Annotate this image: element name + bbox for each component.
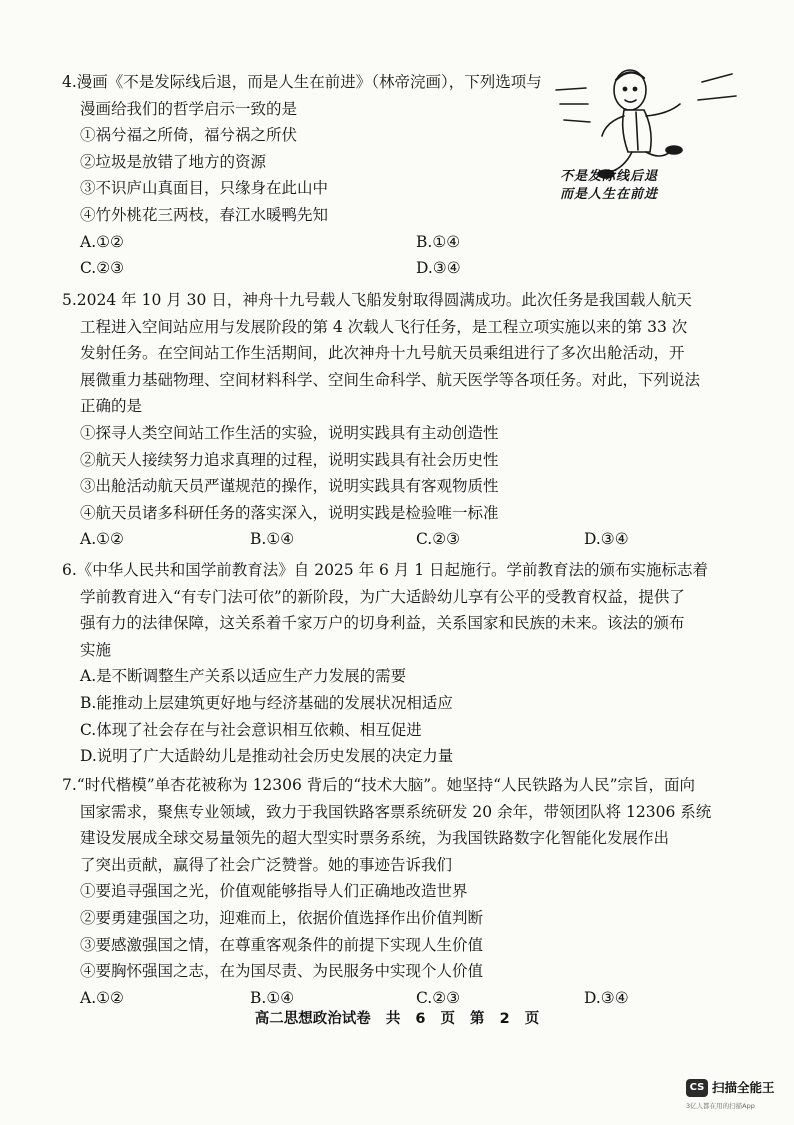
q5-stem-line: 5.2024 年 10 月 30 日，神舟十九号载人飞船发射取得圆满成功。此次任务是我国载人航天 xyxy=(62,291,692,309)
q5-stem-line: 发射任务。在空间站工作生活期间，此次神舟十九号航天员乘组进行了多次出舱活动，开 xyxy=(80,344,685,363)
q4-option-d: D.③④ xyxy=(416,259,461,278)
q5-statement-1: ①探寻人类空间站工作生活的实验，说明实践具有主动创造性 xyxy=(80,423,499,442)
q7-statement-1: ①要追寻强国之光，价值观能够指导人们正确地改造世界 xyxy=(80,882,468,901)
q4-options-row-1 xyxy=(62,229,734,256)
question-5 xyxy=(62,287,734,553)
q6-option-b: B.能推动上层建筑更好地与经济基础的发展状况相适应 xyxy=(80,693,453,712)
q7-stem-line: 国家需求，聚焦专业领域，致力于我国铁路客票系统研发 20 余年，带领团队将 12306 系统 xyxy=(80,802,712,821)
q6-option-a: A.是不断调整生产关系以适应生产力发展的需要 xyxy=(80,667,407,686)
q7-stem-line: 建设发展成全球交易量领先的超大型实时票务系统，为我国铁路数字化智能化发展作出 xyxy=(80,829,670,848)
q4-statement-2: ②垃圾是放错了地方的资源 xyxy=(80,152,267,171)
q4-stem-line: 4.漫画《不是发际线后退，而是人生在前进》（林帝浣画），下列选项与 xyxy=(62,73,542,91)
q5-option-c: C.②③ xyxy=(416,530,461,549)
q7-option-d: D.③④ xyxy=(584,988,629,1007)
q5-option-d: D.③④ xyxy=(584,530,629,549)
q7-stem-line: 了突出贡献，赢得了社会广泛赞誉。她的事迹告诉我们 xyxy=(80,855,453,874)
q6-option-c: C.体现了社会存在与社会意识相互依赖、相互促进 xyxy=(80,720,422,739)
q5-options-row xyxy=(62,526,734,553)
q7-option-a: A.①② xyxy=(80,988,124,1007)
camscanner-logo-icon: CS xyxy=(686,1079,708,1097)
q5-stem-line: 工程进入空间站应用与发展阶段的第 4 次载人飞行任务，是工程立项实施以来的第 33 次 xyxy=(80,317,688,336)
q7-option-c: C.②③ xyxy=(416,988,461,1007)
cartoon-caption xyxy=(560,168,740,204)
q4-option-c: C.②③ xyxy=(80,259,125,278)
q4-options-row-2 xyxy=(62,255,734,282)
cartoon-caption-line: 而是人生在前进 xyxy=(560,187,659,202)
q5-stem-line: 展微重力基础物理、空间材料科学、空间生命科学、航天医学等各项任务。对此，下列说法 xyxy=(80,370,701,389)
q7-statement-3: ③要感激强国之情，在尊重客观条件的前提下实现人生价值 xyxy=(80,935,484,954)
q7-statement-4: ④要胸怀强国之志，在为国尽责、为民服务中实现个人价值 xyxy=(80,962,484,981)
q5-stem-line: 正确的是 xyxy=(80,397,143,416)
q4-statement-4: ④竹外桃花三两枝，春江水暖鸭先知 xyxy=(80,205,329,224)
q4-statement-1: ①祸兮福之所倚，福兮祸之所伏 xyxy=(80,126,298,145)
q5-option-a: A.①② xyxy=(80,530,124,549)
q4-statement-3: ③不识庐山真面目，只缘身在此山中 xyxy=(80,179,329,198)
q4-option-b: B.①④ xyxy=(416,232,461,251)
q4-stem-line: 漫画给我们的哲学启示一致的是 xyxy=(80,99,298,118)
q6-option-d: D.说明了广大适龄幼儿是推动社会历史发展的决定力量 xyxy=(80,747,454,766)
question-7 xyxy=(62,772,734,1011)
page-footer: 高二思想政治试卷 共 6 页 第 2 页 xyxy=(254,1011,540,1027)
q5-option-b: B.①④ xyxy=(250,530,295,549)
question-6 xyxy=(62,557,734,770)
q5-statement-3: ③出舱活动航天员严谨规范的操作，说明实践具有客观物质性 xyxy=(80,477,499,496)
cartoon-caption-line: 不是发际线后退 xyxy=(560,169,659,184)
q7-option-b: B.①④ xyxy=(250,988,295,1007)
q6-stem-line: 6.《中华人民共和国学前教育法》自 2025 年 6 月 1 日起施行。学前教育法的颁布实施标志着 xyxy=(62,561,709,579)
q7-statement-2: ②要勇建强国之功，迎难而上，依据价值选择作出价值判断 xyxy=(80,908,484,927)
q6-stem-line: 学前教育进入“有专门法可依”的新阶段，为广大适龄幼儿享有公平的受教育权益，提供了 xyxy=(80,587,685,606)
q5-statement-4: ④航天员诸多科研任务的落实深入，说明实践是检验唯一标准 xyxy=(80,503,499,522)
q7-stem-line: 7.“时代楷模”单杏花被称为 12306 背后的“技术大脑”。她坚持“人民铁路为人民”宗旨，面向 xyxy=(62,776,695,794)
q4-option-a: A.①② xyxy=(80,232,124,251)
q6-stem-line: 实施 xyxy=(80,640,112,659)
q5-statement-2: ②航天人接续努力追求真理的过程，说明实践具有社会历史性 xyxy=(80,450,499,469)
q6-stem-line: 强有力的法律保障，这关系着千家万户的切身利益，关系国家和民族的未来。该法的颁布 xyxy=(80,614,685,633)
watermark-subtitle: 3亿人都在用的扫描App xyxy=(686,1102,755,1110)
scanner-watermark xyxy=(686,1079,790,1119)
watermark-title: 扫描全能王 xyxy=(712,1080,775,1095)
